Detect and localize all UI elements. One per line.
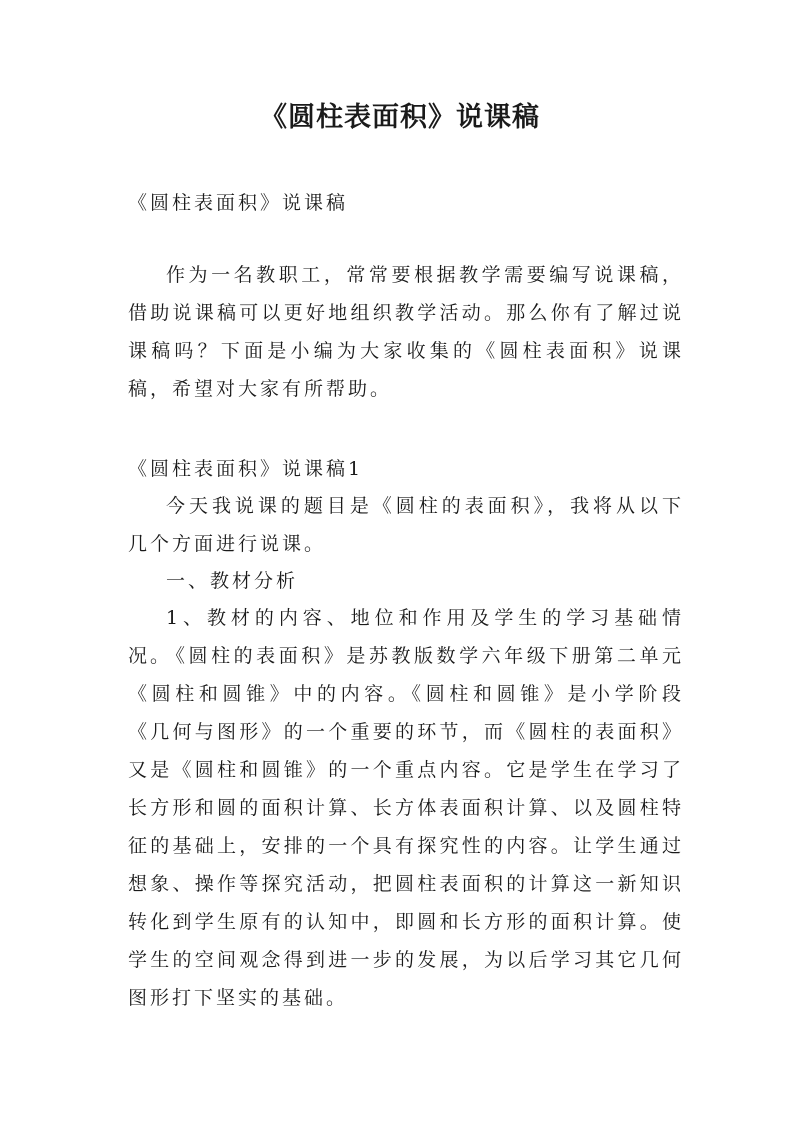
section-heading-1: 一、教材分析: [166, 570, 299, 592]
body-paragraph-2: 《圆柱的表面积》是苏教版数学六年级下册第二单元《圆柱和圆锥》中的内容。《圆柱和圆锥》是小学阶段《几何与图形》的一个重要的环节，而《圆柱的表面积》又是《圆柱和圆锥》的一个重点内容。它是学生在学习了长方形和圆的面积计算、长方体表面积计算、以及圆柱特征的基础上，安排的一个具有探究性的内容。让学生通过想象、操作等探究活动，把圆柱表面积的计算这一新知识转化到学生原有的认知中，即圆和长方形的面积计算。使学生的空间观念得到进一步的发展，为以后学习其它几何图形打下坚实的基础。: [128, 645, 684, 1009]
section-heading-2: 1、教材的内容、地位和作用及学生的学习基础情况。: [128, 607, 684, 667]
intro-paragraph: 作为一名教职工，常常要根据教学需要编写说课稿，借助说课稿可以更好地组织教学活动。那么你有了解过说课稿吗？下面是小编为大家收集的《圆柱表面积》说课稿，希望对大家有所帮助。: [128, 264, 684, 400]
section-title: 《圆柱表面积》说课稿1: [128, 458, 364, 480]
document-subtitle: 《圆柱表面积》说课稿: [128, 192, 349, 214]
body-paragraph-1: 今天我说课的题目是《圆柱的表面积》，我将从以下几个方面进行说课。: [128, 495, 684, 555]
page-title: 《圆柱表面积》说课稿: [260, 102, 540, 133]
